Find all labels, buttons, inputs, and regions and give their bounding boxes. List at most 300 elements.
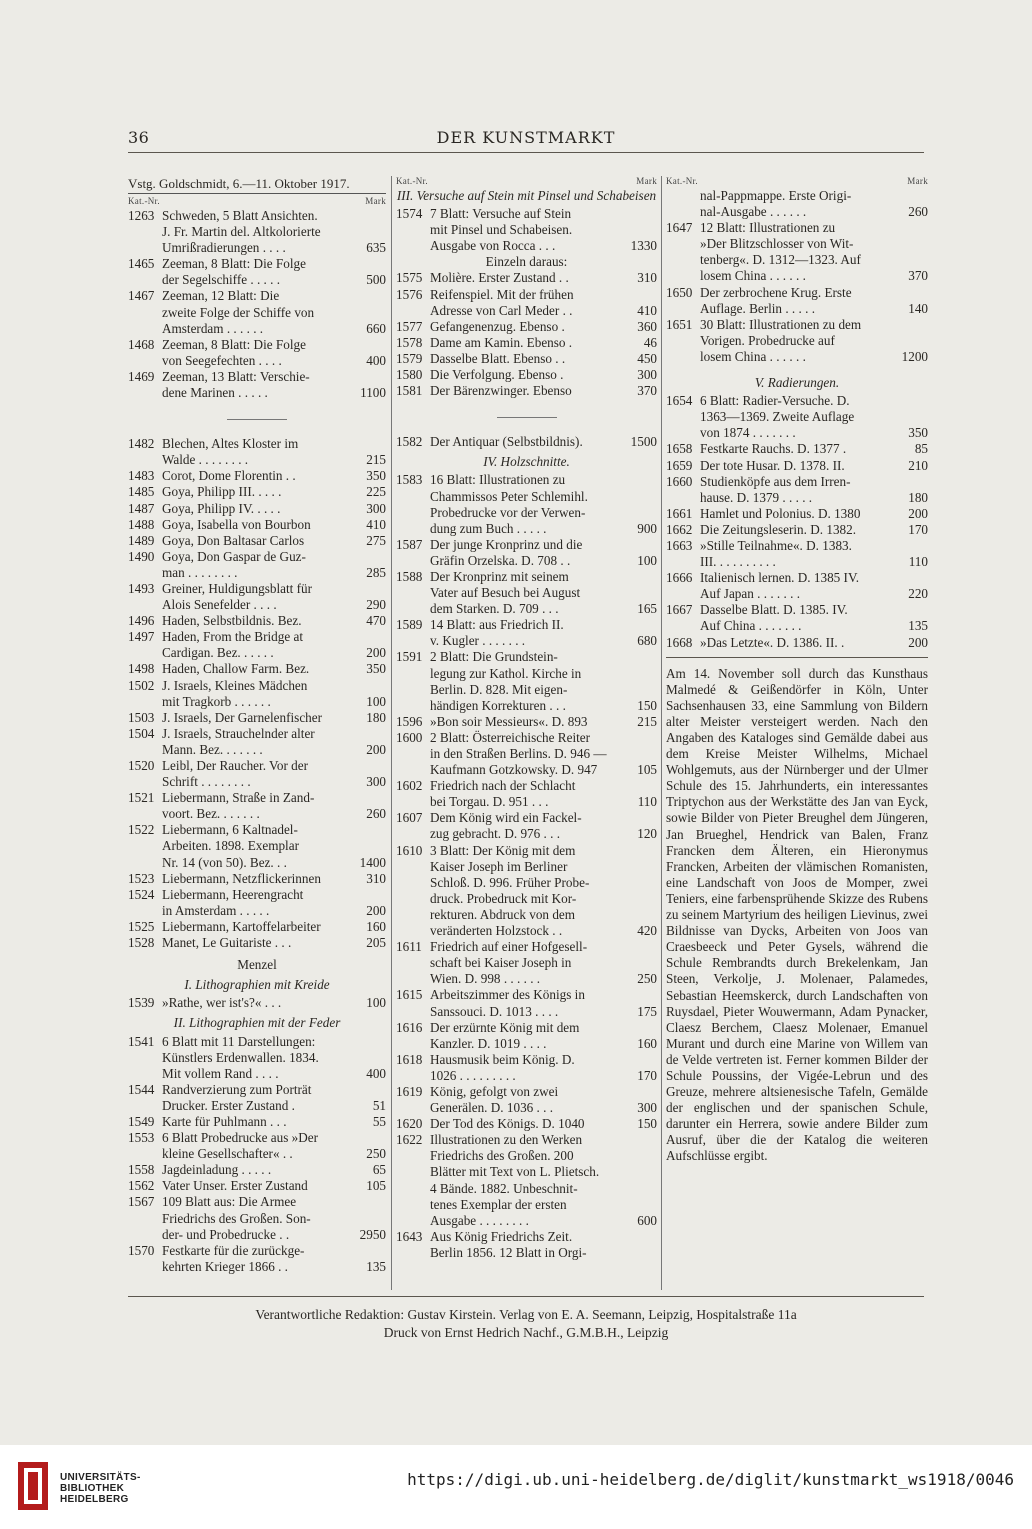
catalog-entry	[666, 285, 928, 317]
entry-description: »Stille Teilnahme«. D. 1383. III. . . . . . . . . .	[700, 537, 852, 570]
entry-price: 150	[637, 1116, 657, 1132]
entry-price: 500	[366, 272, 386, 288]
entry-price: 410	[366, 516, 386, 532]
entry-price: 420	[637, 923, 657, 939]
catalog-entry	[666, 220, 928, 284]
catalog-entry	[396, 206, 657, 254]
section-heading: III. Versuche auf Stein mit Pinsel und Schabeisen	[396, 188, 657, 203]
entry-price: 140	[908, 300, 928, 316]
catalog-entry	[666, 538, 928, 570]
catalog-entry	[128, 256, 386, 288]
entry-description: Vater Unser. Erster Zustand	[162, 1178, 308, 1194]
catalog-number: 1528	[128, 935, 155, 951]
catalog-entry	[396, 987, 657, 1019]
catalog-entry	[396, 617, 657, 649]
catalog-number: 1596	[396, 713, 423, 729]
catalog-number: 1467	[128, 288, 155, 304]
entry-description: Aus König Friedrichs Zeit. Berlin 1856. 12 Blatt in Orgi-	[430, 1228, 587, 1260]
catalog-entry	[128, 1114, 386, 1130]
catalog-number: 1610	[396, 842, 423, 858]
entry-price: 110	[637, 794, 657, 810]
entry-description: Molière. Erster Zustand . .	[430, 270, 569, 286]
entry-description: 109 Blatt aus: Die Armee Friedrichs des Großen. Son- der- und Probedrucke . .	[162, 1194, 311, 1242]
catalog-entry	[396, 434, 657, 450]
entry-description: Goya, Philipp IV. . . . .	[162, 500, 281, 516]
entry-description: Haden, Challow Farm. Bez.	[162, 661, 310, 677]
catalog-number: 1567	[128, 1194, 155, 1210]
entry-description: Die Zeitungsleserin. D. 1382.	[700, 521, 857, 537]
entry-description: Festkarte für die zurückge- kehrten Krieger 1866 . .	[162, 1242, 305, 1274]
catalog-number: 1539	[128, 995, 155, 1011]
entry-description: 2 Blatt: Die Grundstein- legung zur Kathol. Kirche in Berlin. D. 828. Mit eigen- händigen Korrekturen . . .	[430, 649, 582, 713]
catalog-number: 1660	[666, 473, 693, 489]
section-heading: V. Radierungen.	[754, 375, 840, 391]
entry-price: 165	[637, 601, 657, 617]
entry-list	[128, 208, 386, 401]
entry-price: 350	[908, 425, 928, 441]
catalog-entry	[128, 871, 386, 887]
catalog-number: 1574	[396, 206, 423, 222]
catalog-number: 1496	[128, 613, 155, 629]
catalog-number: 1650	[666, 284, 693, 300]
catalog-entry	[128, 1130, 386, 1162]
entry-description: Dem König wird ein Fackel- zug gebracht. D. 976 . . .	[430, 810, 582, 842]
catalog-entry	[396, 730, 657, 778]
catalog-entry	[396, 351, 657, 367]
entry-description: Karte für Puhlmann . . .	[162, 1113, 287, 1129]
catalog-number: 1521	[128, 790, 155, 806]
entry-price: 205	[366, 935, 386, 951]
entry-price: 120	[637, 826, 657, 842]
katnr-label: Kat.-Nr.	[128, 196, 160, 206]
catalog-number: 1667	[666, 602, 693, 618]
entry-description: Liebermann, 6 Kaltnadel- Arbeiten. 1898. Exemplar Nr. 14 (von 50). Bez. . .	[162, 822, 299, 870]
catalog-number: 1647	[666, 220, 693, 236]
entry-description: Dasselbe Blatt. Ebenso . .	[430, 350, 566, 366]
mark-label: Mark	[636, 176, 657, 186]
catalog-entry	[396, 1052, 657, 1084]
entry-description: nal-Pappmappe. Erste Origi- nal-Ausgabe . . . . . .	[700, 188, 852, 220]
catalog-entry	[128, 935, 386, 951]
entry-price: 100	[637, 552, 657, 568]
entry-price: 260	[908, 204, 928, 220]
catalog-number: 1570	[128, 1242, 155, 1258]
catalog-entry	[666, 317, 928, 365]
catalog-number: 1483	[128, 468, 155, 484]
entry-description: Friedrich nach der Schlacht bei Torgau. D. 951 . . .	[430, 778, 576, 810]
section-heading: Menzel	[237, 957, 277, 973]
entry-price: 105	[637, 762, 657, 778]
catalog-number: 1602	[396, 778, 423, 794]
mark-label: Mark	[907, 176, 928, 186]
catalog-number: 1607	[396, 810, 423, 826]
entry-description: J. Israels, Der Garnelenfischer	[162, 709, 323, 725]
entry-price: 275	[366, 532, 386, 548]
catalog-number: 1576	[396, 286, 423, 302]
entry-price: 65	[372, 1162, 386, 1178]
entry-description: Haden, From the Bridge at Cardigan. Bez. . . . . .	[162, 629, 303, 661]
auction-news-paragraph: Am 14. November soll durch das Kunsthaus Malmedé & Geißendörfer in Köln, Unter Sachsenhausen 33, eine Sammlung von Bildern alter Meister versteigert werden. Nach den Angaben des Kataloges sind Gemälde dabei aus dem Kreise Meister Wilhelms, Michael Wohlgemuts, aus der Nürnberger und der Ulmer Schule des 15. Jahrhunderts, ein interessantes Triptychon aus der Werkstätte des Jan van Eyck, sowie Bilder von Pieter Breughel dem Jüngeren, Jan Brueghel, Hendrick van Balen, Franz Francken dem Älteren, ein Hieronymus Francken, Arbeiten der vlämischen Romanisten, eine Landschaft von Joos de Momper, zwei Teniers, eine farbensprühende Skizze des Rubens zu seinem Martyrium des heiligen Lievinus, zwei Bildnisse van Dycks, Arbeiten von Joos van Craesbeeck und Peter Gysels, während die Schule Rembrandts durch Brekelenkam, Jan Steen, Verkolje, J. Molenaer, Palamedes, Sebastian Heemskerck, durch Landschaften von Ruysdael, Pieter Wouwermann, Adam Pynacker, Claesz Berchem, Claesz Molenaer, Emanuel Murant und durch eine Marine von Willem van de Velde vertreten ist. Ferner kommen Bilder der Schule Poussins, der Vigée-Lebrun und des Greuze, mehrere altsienesische Tafeln, Gemälde der englischen und der spanischen Schule, darunter ein Herrera, sowie andere Bilder zum Ausruf, über die der Katalog die weiteren Aufschlüsse ergibt.	[666, 665, 928, 1164]
entry-price: 660	[366, 320, 386, 336]
entry-description: Zeeman, 12 Blatt: Die zweite Folge der Schiffe von Amsterdam . . . . . .	[162, 288, 315, 336]
catalog-number: 1663	[666, 537, 693, 553]
catalog-entry	[128, 919, 386, 935]
entry-price: 100	[366, 995, 386, 1011]
catalog-entry	[128, 1082, 386, 1114]
entry-description: Dame am Kamin. Ebenso .	[430, 334, 573, 350]
catalog-number: 1659	[666, 457, 693, 473]
entry-price: 370	[908, 268, 928, 284]
entry-price: 400	[366, 352, 386, 368]
catalog-number: 1544	[128, 1081, 155, 1097]
column-divider-1	[391, 176, 392, 1290]
catalog-number: 1578	[396, 334, 423, 350]
catalog-number: 1577	[396, 318, 423, 334]
catalog-entry	[666, 458, 928, 474]
entry-description: Der Antiquar (Selbstbildnis).	[430, 434, 583, 450]
catalog-number: 1589	[396, 617, 423, 633]
entry-price: 110	[908, 554, 928, 570]
catalog-number: 1654	[666, 393, 693, 409]
entry-description: Corot, Dome Florentin . .	[162, 468, 296, 484]
catalog-entry	[128, 710, 386, 726]
entry-description: 6 Blatt mit 11 Darstellungen: Künstlers Erdenwallen. 1834. Mit vollem Rand . . . .	[162, 1033, 319, 1081]
section-heading: IV. Holzschnitte.	[483, 454, 570, 470]
subheading: Einzeln daraus:	[485, 254, 568, 270]
entry-list	[396, 270, 657, 399]
entry-list	[128, 436, 386, 951]
entry-price: 250	[637, 971, 657, 987]
library-name: UNIVERSITÄTS- BIBLIOTHEK HEIDELBERG	[60, 1472, 141, 1505]
column-1	[128, 176, 386, 1275]
catalog-number: 1493	[128, 580, 155, 596]
entry-description: Der tote Husar. D. 1378. II.	[700, 457, 845, 473]
catalog-entry	[396, 843, 657, 940]
catalog-entry	[396, 1084, 657, 1116]
entry-price: 160	[366, 918, 386, 934]
catalog-entry	[666, 393, 928, 441]
catalog-number: 1616	[396, 1019, 423, 1035]
entry-price: 310	[366, 870, 386, 886]
entry-price: 680	[637, 633, 657, 649]
catalog-number: 1558	[128, 1162, 155, 1178]
entry-price: 360	[637, 318, 657, 334]
catalog-number: 1583	[396, 472, 423, 488]
entry-price: 170	[637, 1067, 657, 1083]
catalog-number: 1666	[666, 570, 693, 586]
entry-price: 300	[637, 367, 657, 383]
catalog-number: 1503	[128, 709, 155, 725]
catalog-number: 1618	[396, 1051, 423, 1067]
entry-price: 1400	[359, 854, 386, 870]
entry-description: Blechen, Altes Kloster im Walde . . . . . . . .	[162, 436, 299, 468]
catalog-entry	[128, 1178, 386, 1194]
entry-description: König, gefolgt von zwei Generälen. D. 1036 . . .	[430, 1083, 559, 1116]
auction-heading: Vstg. Goldschmidt, 6.—11. Oktober 1917.	[128, 176, 386, 194]
entry-price: 370	[637, 383, 657, 399]
imprint-line-2: Druck von Ernst Hedrich Nachf., G.M.B.H., Leipzig	[383, 1325, 669, 1340]
entry-list	[128, 1034, 386, 1275]
entry-description: 7 Blatt: Versuche auf Stein mit Pinsel und Schabeisen. Ausgabe von Rocca . . .	[430, 206, 573, 254]
catalog-number: 1619	[396, 1083, 423, 1099]
entry-price: 135	[908, 618, 928, 634]
catalog-entry	[396, 1116, 657, 1132]
entry-description: Arbeitszimmer des Königs in Sanssouci. D. 1013 . . . .	[430, 987, 585, 1019]
entry-description: Goya, Philipp III. . . . .	[162, 484, 282, 500]
catalog-entry	[396, 1020, 657, 1052]
entry-description: 2 Blatt: Österreichische Reiter in den Straßen Berlins. D. 946 — Kaufmann Gotzkowsky. D. 947	[430, 729, 607, 778]
entry-description: Liebermann, Straße in Zand- voort. Bez. . . . . . .	[162, 790, 315, 822]
entry-description: Der Bärenzwinger. Ebenso	[430, 383, 572, 399]
entry-price: 350	[366, 468, 386, 484]
catalog-entry	[128, 822, 386, 870]
entry-price: 350	[366, 661, 386, 677]
catalog-entry	[128, 1034, 386, 1082]
catalog-number: 1582	[396, 434, 423, 450]
catalog-entry	[396, 472, 657, 536]
catalog-entry	[128, 678, 386, 710]
entry-price: 1500	[630, 434, 657, 450]
footer-rule	[128, 1296, 924, 1297]
column-header	[128, 196, 386, 206]
catalog-entry	[128, 887, 386, 919]
catalog-number: 1541	[128, 1033, 155, 1049]
catalog-entry	[396, 335, 657, 351]
entry-price: 250	[366, 1146, 386, 1162]
column-header	[666, 176, 928, 186]
entry-description: Friedrich auf einer Hofgesell- schaft bei Kaiser Joseph in Wien. D. 998 . . . . . .	[430, 939, 588, 987]
catalog-number: 1587	[396, 536, 423, 552]
entry-description: Jagdeinladung . . . . .	[162, 1162, 272, 1178]
entry-description: Der Kronprinz mit seinem Vater auf Besuch bei August dem Starken. D. 709 . . .	[430, 568, 581, 617]
catalog-entry	[666, 570, 928, 602]
entry-description: Der Tod des Königs. D. 1040	[430, 1116, 585, 1132]
catalog-entry	[128, 369, 386, 401]
catalog-number: 1488	[128, 516, 155, 532]
entry-description: Hausmusik beim König. D. 1026 . . . . . . . . .	[430, 1051, 575, 1083]
entry-description: 6 Blatt: Radier-Versuche. D. 1363—1369. Zweite Auflage von 1874 . . . . . . .	[700, 393, 855, 441]
entry-price: 300	[366, 500, 386, 516]
catalog-number: 1562	[128, 1178, 155, 1194]
catalog-number: 1522	[128, 822, 155, 838]
entry-price: 1100	[360, 385, 386, 401]
catalog-number: 1489	[128, 532, 155, 548]
entry-description: Liebermann, Kartoffelarbeiter	[162, 918, 321, 934]
catalog-entry	[666, 506, 928, 522]
entry-description: Gefangenenzug. Ebenso .	[430, 318, 565, 334]
entry-description: Illustrationen zu den Werken Friedrichs des Großen. 200 Blätter mit Text von L. Plietsch. 4 Bände. 1882. Unbeschnit- tenes Exemplar der ersten Ausgabe . . . . . . . .	[430, 1132, 600, 1228]
catalog-number: 1504	[128, 725, 155, 741]
entry-price: 285	[366, 564, 386, 580]
entry-price: 1330	[630, 238, 657, 254]
entry-price: 410	[637, 302, 657, 318]
catalog-entry	[128, 995, 386, 1011]
catalog-entry	[396, 649, 657, 713]
catalog-number: 1620	[396, 1116, 423, 1132]
catalog-number: 1575	[396, 270, 423, 286]
column-3	[666, 176, 928, 1165]
catalog-number: 1553	[128, 1130, 155, 1146]
header-rule	[128, 152, 924, 153]
catalog-entry	[396, 1132, 657, 1229]
entry-description: Goya, Don Gaspar de Guz- man . . . . . . . .	[162, 548, 306, 580]
entry-price: 175	[637, 1003, 657, 1019]
column-divider-2	[661, 176, 662, 1290]
entry-description: Leibl, Der Raucher. Vor der Schrift . . . . . . . .	[162, 758, 308, 790]
catalog-number: 1490	[128, 548, 155, 564]
entry-description: Reifenspiel. Mit der frühen Adresse von Carl Meder . .	[430, 286, 574, 318]
entry-description: Der junge Kronprinz und die Gräfin Orzelska. D. 708 . .	[430, 536, 583, 568]
catalog-entry	[666, 522, 928, 538]
entry-description: Zeeman, 8 Blatt: Die Folge von Seegefechten . . . .	[162, 336, 306, 368]
catalog-entry	[666, 441, 928, 457]
entry-description: Der zerbrochene Krug. Erste Auflage. Berlin . . . . .	[700, 284, 852, 316]
catalog-entry	[128, 337, 386, 369]
catalog-number: 1622	[396, 1132, 423, 1148]
catalog-entry	[396, 287, 657, 319]
catalog-number: 1611	[396, 939, 422, 955]
entry-description: Dasselbe Blatt. D. 1385. IV. Auf China . . . . . . .	[700, 602, 848, 634]
catalog-entry	[128, 468, 386, 484]
entry-description: 14 Blatt: aus Friedrich II. v. Kugler . . . . . . .	[430, 617, 564, 649]
section-heading: II. Lithographien mit der Feder	[173, 1015, 341, 1031]
catalog-entry	[128, 533, 386, 549]
entry-price: 300	[637, 1100, 657, 1116]
catalog-entry	[128, 661, 386, 677]
separator	[227, 419, 287, 420]
mark-label: Mark	[365, 196, 386, 206]
entry-price: 900	[637, 520, 657, 536]
journal-title: DER KUNSTMARKT	[436, 128, 616, 147]
entry-price: 180	[908, 489, 928, 505]
section-heading: I. Lithographien mit Kreide	[184, 977, 330, 993]
entry-price: 210	[908, 457, 928, 473]
entry-description: 16 Blatt: Illustrationen zu Chammissos Peter Schlemihl. Probedrucke vor der Verwen- dung zum Buch . . . . .	[430, 472, 588, 536]
entry-description: Die Verfolgung. Ebenso .	[430, 367, 564, 383]
catalog-number: 1549	[128, 1113, 155, 1129]
catalog-number: 1643	[396, 1228, 423, 1244]
catalog-entry	[128, 484, 386, 500]
entry-price: 470	[366, 613, 386, 629]
catalog-number: 1482	[128, 436, 155, 452]
catalog-number: 1661	[666, 505, 693, 521]
entry-price: 635	[366, 240, 386, 256]
catalog-number: 1487	[128, 500, 155, 516]
entry-description: 12 Blatt: Illustrationen zu »Der Blitzschlosser von Wit- tenberg«. D. 1312—1323. Auf losem China . . . . . .	[700, 220, 861, 284]
entry-price: 225	[366, 484, 386, 500]
catalog-number: 1263	[128, 208, 155, 223]
catalog-entry	[396, 939, 657, 987]
catalog-number: 1668	[666, 634, 693, 650]
entry-description: Goya, Isabella von Bourbon	[162, 516, 311, 532]
catalog-number: 1520	[128, 758, 155, 773]
entry-description: Schweden, 5 Blatt Ansichten. J. Fr. Martin del. Altkolorierte Umrißradierungen . . . .	[162, 208, 321, 256]
entry-price: 100	[366, 693, 386, 709]
catalog-number: 1498	[128, 661, 155, 677]
catalog-number: 1502	[128, 677, 155, 693]
catalog-number: 1588	[396, 568, 423, 584]
catalog-entry	[128, 288, 386, 336]
entry-description: »Bon soir Messieurs«. D. 893	[430, 713, 588, 729]
entry-description: 6 Blatt Probedrucke aus »Der kleine Gesellschafter« . .	[162, 1130, 319, 1162]
catalog-entry	[396, 270, 657, 286]
catalog-number: 1468	[128, 336, 155, 352]
catalog-entry	[128, 517, 386, 533]
catalog-number: 1497	[128, 629, 155, 645]
entry-price: 300	[366, 774, 386, 790]
catalog-entry	[666, 635, 928, 651]
entry-description: Der erzürnte König mit dem Kanzler. D. 1019 . . . .	[430, 1019, 580, 1051]
entry-list	[396, 472, 657, 1261]
catalog-entry	[666, 602, 928, 634]
column-header	[396, 176, 657, 186]
library-logo-icon	[10, 1460, 56, 1512]
catalog-entry	[396, 1229, 657, 1261]
catalog-number: 1580	[396, 367, 423, 383]
column-2	[396, 176, 657, 1261]
entry-price: 150	[637, 697, 657, 713]
entry-price: 220	[908, 586, 928, 602]
catalog-entry	[128, 1162, 386, 1178]
entry-description: Greiner, Huldigungsblatt für Alois Senefelder . . . .	[162, 580, 312, 613]
entry-description: 3 Blatt: Der König mit dem Kaiser Joseph im Berliner Schloß. D. 996. Früher Probe- druck. Probedruck mit Kor- rekturen. Abdruck von dem veränderten Holzstock . .	[430, 842, 590, 939]
entry-list	[128, 995, 386, 1011]
page-number: 36	[128, 128, 150, 147]
separator	[497, 417, 557, 418]
entry-description: 30 Blatt: Illustrationen zu dem Vorigen. Probedrucke auf losem China . . . . . .	[700, 316, 862, 364]
entry-description: Manet, Le Guitariste . . .	[162, 935, 292, 951]
catalog-entry	[396, 569, 657, 617]
catalog-number: 1525	[128, 918, 155, 934]
entry-price: 105	[366, 1178, 386, 1194]
entry-price: 160	[637, 1035, 657, 1051]
entry-price: 215	[366, 452, 386, 468]
entry-price: 200	[908, 505, 928, 521]
katnr-label: Kat.-Nr.	[396, 176, 428, 186]
entry-description: Liebermann, Netzflickerinnen	[162, 870, 321, 886]
entry-price: 400	[366, 1065, 386, 1081]
permalink-url[interactable]: https://digi.ub.uni-heidelberg.de/diglit/kunstmarkt_ws1918/0046	[407, 1470, 1014, 1489]
entry-description: Liebermann, Heerengracht in Amsterdam . . . . .	[162, 886, 304, 918]
entry-description: Studienköpfe aus dem Irren- hause. D. 1379 . . . . .	[700, 473, 851, 505]
entry-price: 215	[637, 713, 657, 729]
catalog-entry	[396, 810, 657, 842]
katnr-label: Kat.-Nr.	[666, 176, 698, 186]
entry-list	[396, 206, 657, 254]
imprint	[128, 1306, 924, 1342]
catalog-entry	[128, 790, 386, 822]
entry-description: »Das Letzte«. D. 1386. II. .	[700, 634, 845, 650]
entry-description: »Rathe, wer ist's?« . . .	[162, 995, 282, 1011]
entry-price: 290	[366, 597, 386, 613]
entry-price: 85	[914, 441, 928, 457]
entry-price: 200	[908, 634, 928, 650]
catalog-number: 1600	[396, 729, 423, 745]
catalog-number: 1591	[396, 649, 423, 665]
catalog-number: 1579	[396, 350, 423, 366]
catalog-entry	[128, 758, 386, 790]
entry-list	[396, 434, 657, 450]
entry-price: 2950	[359, 1226, 386, 1242]
entry-description: Zeeman, 13 Blatt: Verschie- dene Marinen . . . . .	[162, 368, 310, 401]
entry-price: 180	[366, 709, 386, 725]
catalog-entry	[396, 319, 657, 335]
catalog-entry	[128, 1194, 386, 1242]
section-rule	[666, 657, 928, 658]
entry-description: Randverzierung zum Porträt Drucker. Erster Zustand .	[162, 1081, 312, 1113]
entry-description: J. Israels, Kleines Mädchen mit Tragkorb . . . . . .	[162, 677, 308, 709]
catalog-entry	[128, 549, 386, 581]
